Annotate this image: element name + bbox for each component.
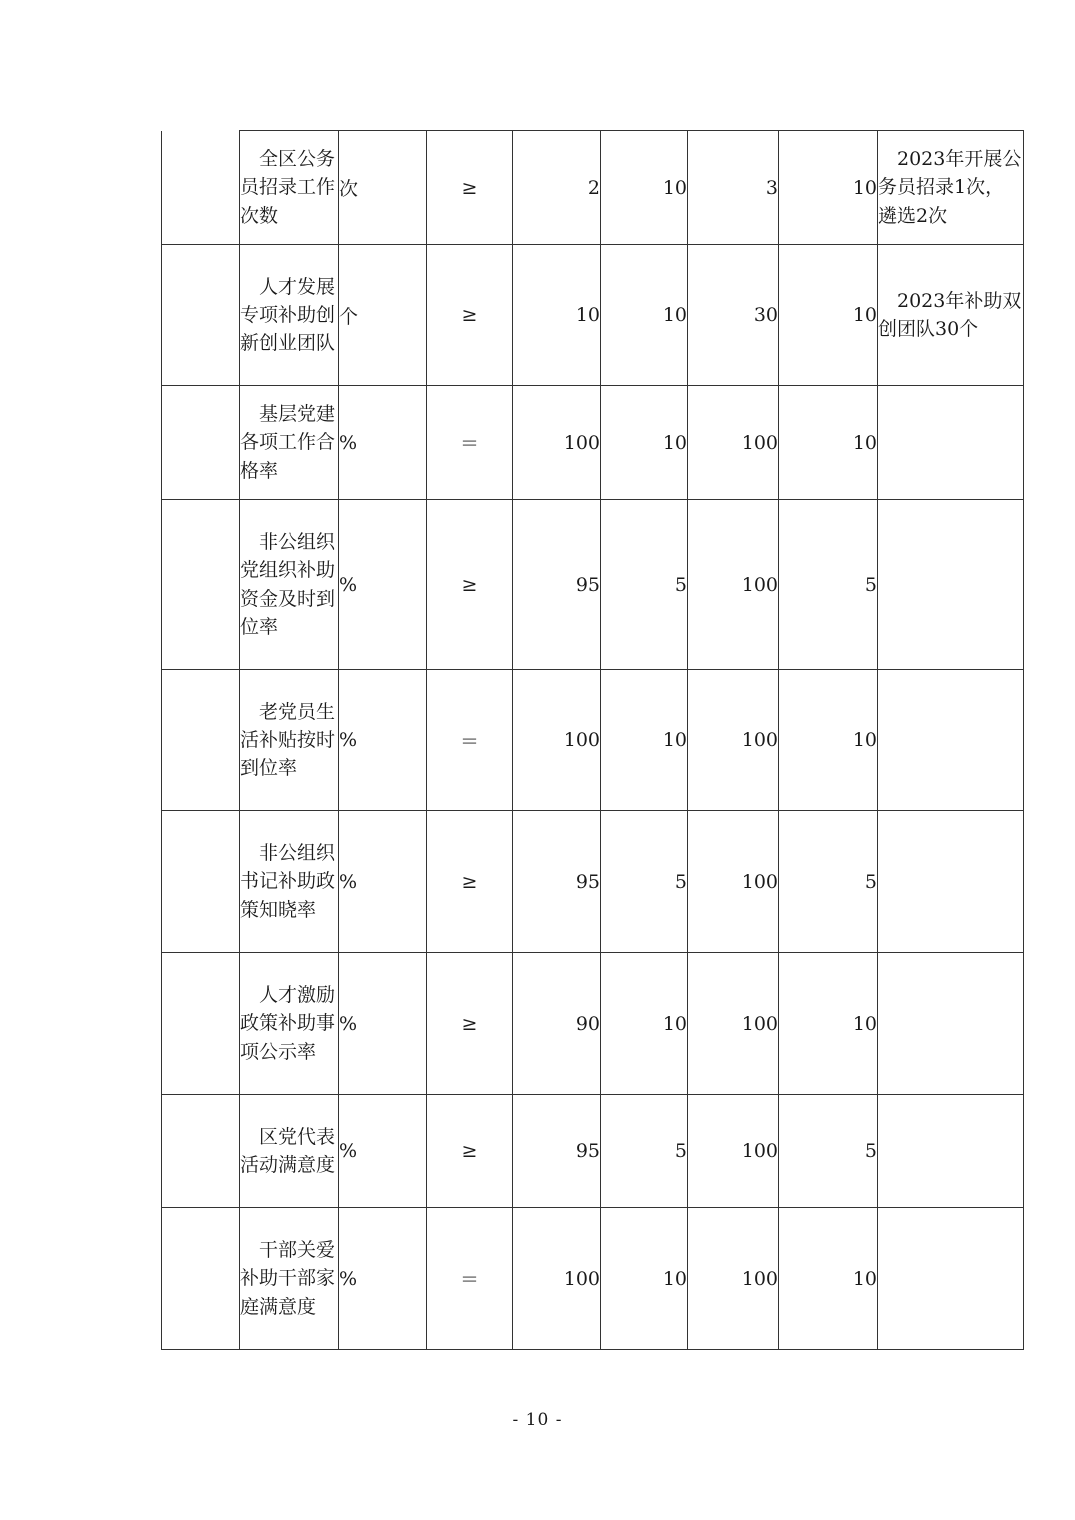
category-cell — [162, 131, 240, 245]
unit-cell: % — [339, 953, 427, 1095]
operator-cell: ＝ — [427, 1208, 513, 1350]
note-cell — [878, 670, 1024, 811]
indicator-cell — [240, 245, 339, 386]
target-value-cell: 100 — [513, 386, 601, 500]
indicator-text: 干部关爱补助干部家庭满意度 — [240, 1239, 336, 1318]
weight-cell: 10 — [601, 953, 688, 1095]
note-cell — [878, 1208, 1024, 1350]
table-row — [162, 1208, 1024, 1350]
score-cell: 10 — [779, 131, 878, 245]
indicator-text: 老党员生活补贴按时到位率 — [240, 700, 336, 780]
note-cell — [878, 131, 1024, 245]
table-row — [162, 1095, 1024, 1208]
indicator-text: 非公组织党组织补助资金及时到位率 — [240, 530, 336, 638]
actual-value-cell: 3 — [688, 131, 779, 245]
note-text: 2023年开展公务员招录1次，遴选2次 — [878, 148, 1022, 227]
note-text: 2023年补助双创团队30个 — [878, 289, 1022, 340]
category-cell — [162, 811, 240, 953]
score-cell: 5 — [779, 500, 878, 670]
target-value-cell: 2 — [513, 131, 601, 245]
table-row — [162, 131, 1024, 245]
table-row — [162, 811, 1024, 953]
target-value-cell: 95 — [513, 1095, 601, 1208]
operator-cell: ＝ — [427, 670, 513, 811]
indicator-cell — [240, 953, 339, 1095]
indicator-cell — [240, 1208, 339, 1350]
table-row — [162, 670, 1024, 811]
operator-cell: ≥ — [427, 953, 513, 1095]
target-value-cell: 100 — [513, 1208, 601, 1350]
score-cell: 10 — [779, 1208, 878, 1350]
unit-cell: % — [339, 386, 427, 500]
indicator-text: 基层党建各项工作合格率 — [240, 403, 336, 482]
category-cell — [162, 670, 240, 811]
weight-cell: 5 — [601, 500, 688, 670]
indicator-cell — [240, 811, 339, 953]
actual-value-cell: 100 — [688, 811, 779, 953]
operator-cell: ≥ — [427, 245, 513, 386]
weight-cell: 10 — [601, 1208, 688, 1350]
score-cell: 10 — [779, 245, 878, 386]
indicator-cell — [240, 670, 339, 811]
actual-value-cell: 100 — [688, 500, 779, 670]
weight-cell: 10 — [601, 131, 688, 245]
actual-value-cell: 100 — [688, 670, 779, 811]
actual-value-cell: 100 — [688, 953, 779, 1095]
indicator-cell — [240, 500, 339, 670]
note-cell — [878, 500, 1024, 670]
indicator-text: 人才发展专项补助创新创业团队 — [240, 275, 336, 355]
category-cell — [162, 1208, 240, 1350]
category-cell — [162, 953, 240, 1095]
unit-cell: % — [339, 500, 427, 670]
unit-cell: 次 — [339, 131, 427, 245]
indicator-cell — [240, 131, 339, 245]
actual-value-cell: 30 — [688, 245, 779, 386]
actual-value-cell: 100 — [688, 386, 779, 500]
score-cell: 10 — [779, 386, 878, 500]
category-cell — [162, 386, 240, 500]
operator-cell: ≥ — [427, 500, 513, 670]
score-cell: 5 — [779, 811, 878, 953]
table-row — [162, 386, 1024, 500]
unit-cell: % — [339, 670, 427, 811]
indicator-text: 区党代表活动满意度 — [240, 1125, 336, 1176]
score-cell: 5 — [779, 1095, 878, 1208]
weight-cell: 10 — [601, 386, 688, 500]
note-cell — [878, 811, 1024, 953]
indicator-text: 人才激励政策补助事项公示率 — [240, 984, 336, 1063]
note-cell — [878, 245, 1024, 386]
table-body — [162, 131, 1024, 1350]
operator-cell: ≥ — [427, 811, 513, 953]
target-value-cell: 90 — [513, 953, 601, 1095]
table-row — [162, 953, 1024, 1095]
target-value-cell: 95 — [513, 811, 601, 953]
weight-cell: 10 — [601, 245, 688, 386]
weight-cell: 5 — [601, 1095, 688, 1208]
category-cell — [162, 500, 240, 670]
score-cell: 10 — [779, 953, 878, 1095]
indicator-cell — [240, 1095, 339, 1208]
note-cell — [878, 953, 1024, 1095]
note-cell — [878, 386, 1024, 500]
category-cell — [162, 245, 240, 386]
operator-cell: ＝ — [427, 386, 513, 500]
indicator-text: 全区公务员招录工作次数 — [240, 148, 336, 227]
indicator-text: 非公组织书记补助政策知晓率 — [240, 842, 336, 921]
page-number: - 10 - — [512, 1410, 563, 1430]
actual-value-cell: 100 — [688, 1208, 779, 1350]
weight-cell: 10 — [601, 670, 688, 811]
performance-indicator-table — [161, 130, 1024, 1350]
category-cell — [162, 1095, 240, 1208]
operator-cell: ≥ — [427, 131, 513, 245]
unit-cell: 个 — [339, 245, 427, 386]
table-row — [162, 245, 1024, 386]
weight-cell: 5 — [601, 811, 688, 953]
actual-value-cell: 100 — [688, 1095, 779, 1208]
unit-cell: % — [339, 1095, 427, 1208]
unit-cell: % — [339, 1208, 427, 1350]
indicator-cell — [240, 386, 339, 500]
target-value-cell: 95 — [513, 500, 601, 670]
target-value-cell: 10 — [513, 245, 601, 386]
note-cell — [878, 1095, 1024, 1208]
target-value-cell: 100 — [513, 670, 601, 811]
unit-cell: % — [339, 811, 427, 953]
operator-cell: ≥ — [427, 1095, 513, 1208]
table-row — [162, 500, 1024, 670]
score-cell: 10 — [779, 670, 878, 811]
